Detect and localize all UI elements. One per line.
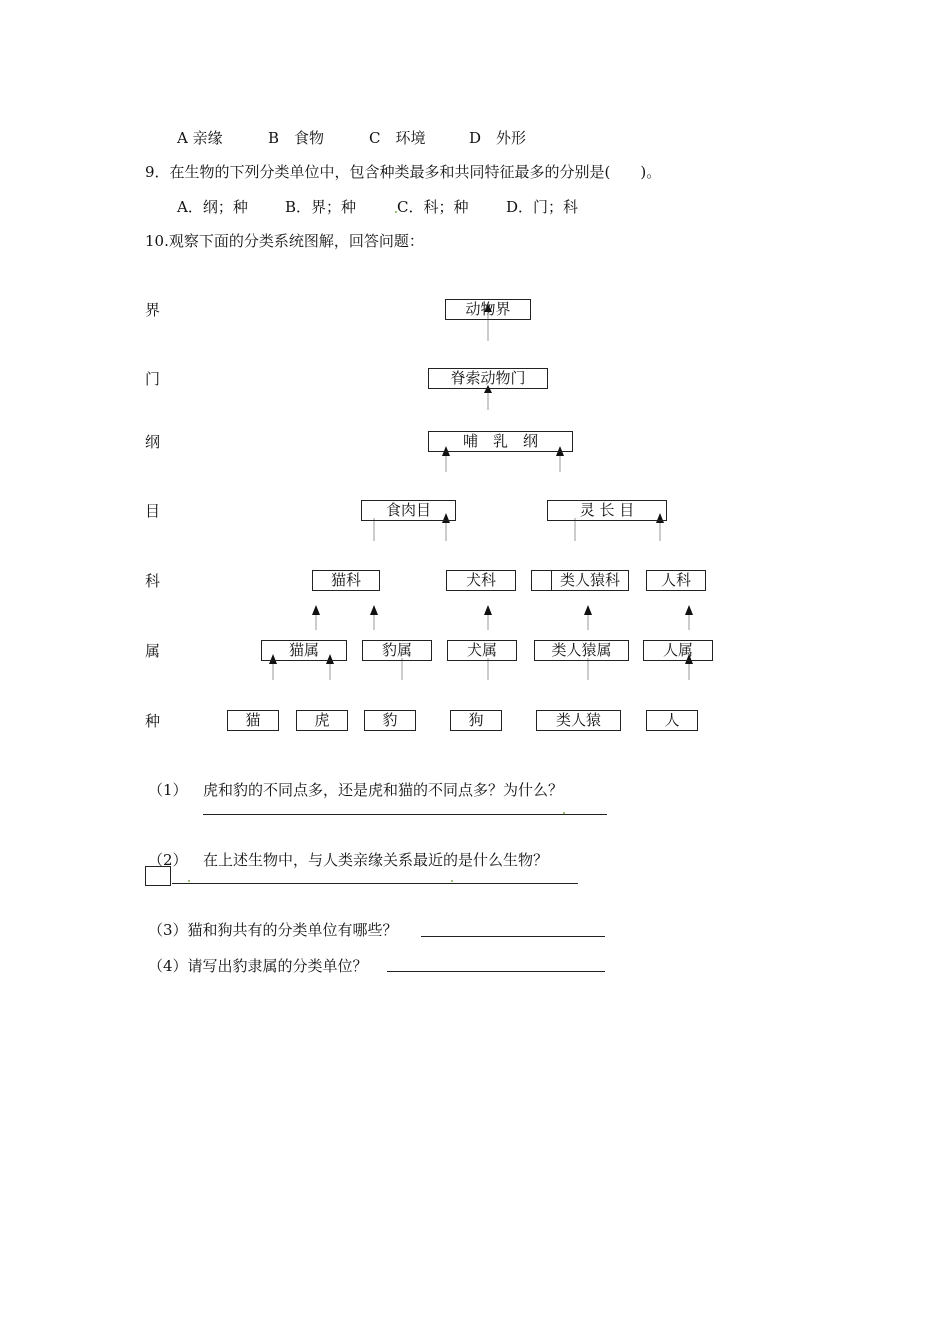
- rank-genus-label: 属: [145, 642, 161, 660]
- sub1-number: （1）: [148, 781, 188, 799]
- rank-family-label: 科: [145, 572, 161, 590]
- sub3-answer-line[interactable]: [421, 936, 605, 937]
- rank-kingdom-label: 界: [145, 301, 161, 319]
- genus-box-apes: 类人猿属: [534, 640, 629, 661]
- sub2-answer-line[interactable]: [172, 883, 578, 884]
- sub4-text: （4）请写出豹隶属的分类单位？: [148, 957, 368, 975]
- sub2-text: 在上述生物中，与人类亲缘关系最近的是什么生物？: [203, 851, 549, 869]
- empty-box: [531, 570, 552, 591]
- q9-stem: 9．在生物的下列分类单位中，包含种类最多和共同特征最多的分别是( )。: [145, 163, 662, 181]
- order-box-carnivora: 食肉目: [361, 500, 456, 521]
- sub2-number: （2）: [148, 851, 188, 869]
- rank-class-label: 纲: [145, 433, 161, 451]
- phylum-box: 脊索动物门: [428, 368, 548, 389]
- species-box-leopard: 豹: [364, 710, 416, 731]
- species-box-human: 人: [646, 710, 698, 731]
- q8-option-c: C 环境: [369, 129, 426, 147]
- order-box-primates: 灵 长 目: [547, 500, 667, 521]
- sub4-answer-line[interactable]: [387, 971, 605, 972]
- q10-stem: 10.观察下面的分类系统图解，回答问题：: [145, 232, 424, 250]
- family-box-canidae: 犬科: [446, 570, 516, 591]
- species-box-ape: 类人猿: [536, 710, 621, 731]
- species-box-cat: 猫: [227, 710, 279, 731]
- family-box-hominidae: 人科: [646, 570, 706, 591]
- genus-box-homo: 人属: [643, 640, 713, 661]
- class-box: 哺 乳 纲: [428, 431, 573, 452]
- scan-dot: [563, 812, 565, 814]
- species-box-dog: 狗: [450, 710, 502, 731]
- sub1-text: 虎和豹的不同点多，还是虎和猫的不同点多？为什么？: [203, 781, 564, 799]
- q8-option-b: B 食物: [268, 129, 325, 147]
- species-box-tiger: 虎: [296, 710, 348, 731]
- q8-option-a: A 亲缘: [177, 129, 223, 147]
- genus-box-felis: 猫属: [261, 640, 347, 661]
- q8-option-d: D 外形: [469, 129, 527, 147]
- kingdom-box: 动物界: [445, 299, 531, 320]
- genus-box-canis: 犬属: [447, 640, 517, 661]
- rank-order-label: 目: [145, 502, 161, 520]
- scan-dot: [188, 880, 190, 882]
- family-box-felidae: 猫科: [312, 570, 380, 591]
- q9-option-b: B．界；种: [285, 198, 357, 216]
- family-box-apes: 类人猿科: [551, 570, 629, 591]
- empty-box: [145, 866, 171, 886]
- rank-phylum-label: 门: [145, 370, 161, 388]
- q9-option-a: A．纲；种: [177, 198, 248, 216]
- scan-dot: [451, 880, 453, 882]
- q9-option-c: C．科；种: [397, 198, 469, 216]
- sub3-text: （3）猫和狗共有的分类单位有哪些？: [148, 921, 398, 939]
- q9-option-d: D．门；科: [506, 198, 579, 216]
- genus-box-panthera: 豹属: [362, 640, 432, 661]
- rank-species-label: 种: [145, 712, 161, 730]
- sub1-answer-line[interactable]: [203, 814, 607, 815]
